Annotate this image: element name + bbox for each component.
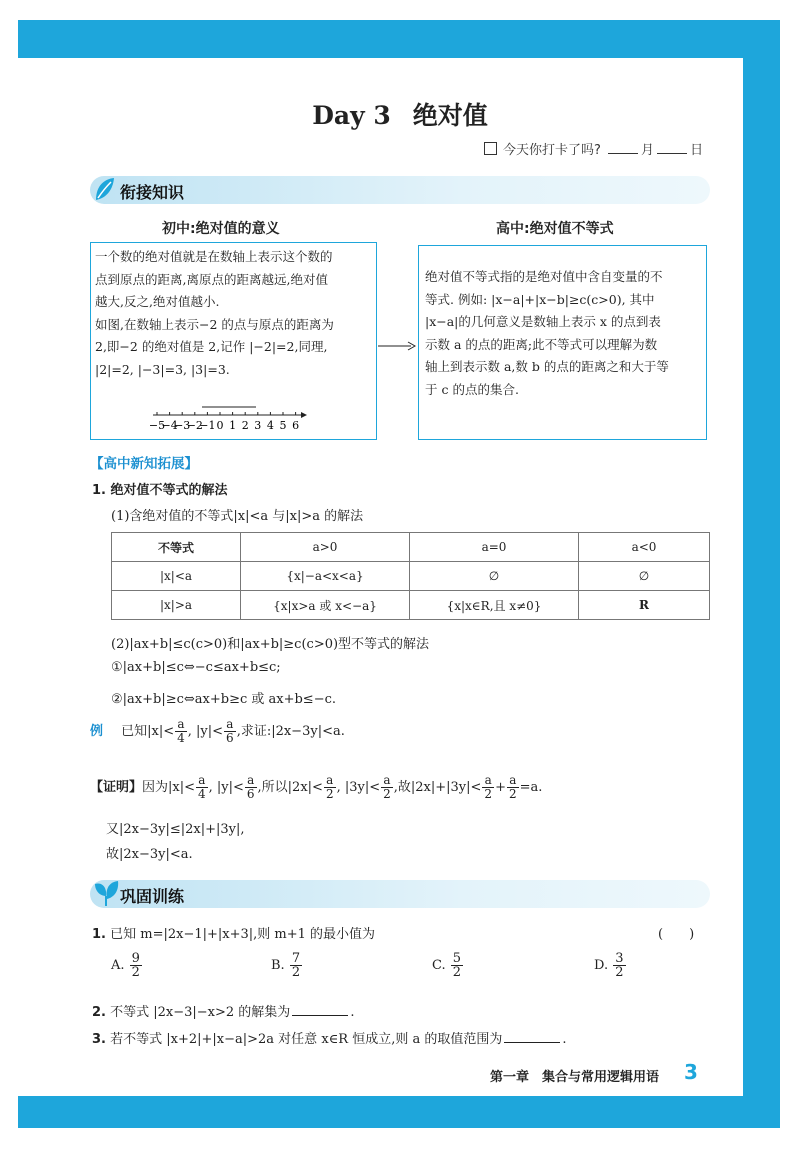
- month-blank: [608, 143, 638, 154]
- left-line: 如图,在数轴上表示−2 的点与原点的距离为: [95, 316, 334, 332]
- table-header: a>0: [241, 533, 410, 562]
- proof-line-3: 故|2x−3y|<a.: [106, 847, 193, 862]
- question-text: 不等式 |2x−3|−x>2 的解集为: [110, 1005, 291, 1020]
- page-title: [0, 96, 800, 132]
- method-heading-text: 绝对值不等式的解法: [110, 483, 228, 498]
- option-c[interactable]: [432, 952, 464, 979]
- title-topic: 绝对值: [412, 101, 488, 130]
- option-fraction: $\frac{7}{2}$: [291, 951, 301, 980]
- expansion-tag: 【高中新知拓展】: [90, 456, 198, 472]
- option-d[interactable]: [594, 952, 627, 979]
- table-cell: {x|x>a 或 x<−a}: [241, 591, 410, 620]
- table-header: a<0: [579, 533, 710, 562]
- left-knowledge-box: [90, 242, 377, 440]
- number-line-label: −4: [161, 419, 178, 432]
- checkin-text: 今天你打卡了吗?: [503, 143, 601, 158]
- question-1: [92, 923, 375, 942]
- number-line-label: −3: [174, 419, 191, 432]
- fraction-a2: $\frac{a}{2}$: [383, 773, 391, 801]
- proof-line-1: [90, 774, 542, 801]
- right-box-text: [419, 246, 706, 401]
- option-label: B.: [271, 958, 285, 973]
- number-line-label: 6: [292, 419, 300, 432]
- checkin-line: [484, 139, 703, 158]
- option-label: A.: [111, 958, 125, 973]
- number-line-label: 3: [254, 419, 262, 432]
- method-heading: [92, 479, 228, 498]
- left-subtitle: 初中:绝对值的意义: [162, 221, 280, 237]
- left-line: 一个数的绝对值就是在数轴上表示这个数的: [95, 249, 333, 264]
- proof-line-2: 又|2x−3y|≤|2x|+|3y|,: [106, 822, 245, 837]
- method-rule2: ②|ax+b|≥c⇔ax+b≥c 或 ax+b≤−c.: [111, 692, 337, 707]
- solution-table: [111, 532, 710, 620]
- side-color-band: [743, 20, 780, 1128]
- leaf-icon: [92, 176, 116, 204]
- proof-text: 因为|x|<: [142, 780, 195, 795]
- table-cell: {x|x∈R,且 x≠0}: [410, 591, 579, 620]
- example-text: 已知|x|<: [121, 724, 175, 739]
- fraction-a2: $\frac{a}{2}$: [325, 773, 334, 801]
- example-text: ,求证:|2x−3y|<a.: [236, 724, 345, 739]
- question-3: [92, 1028, 566, 1047]
- example-text: , |y|<: [187, 724, 224, 739]
- fraction-a4: $\frac{a}{4}$: [177, 717, 185, 745]
- option-fraction: $\frac{9}{2}$: [131, 951, 140, 980]
- method-sub1: (1)含绝对值的不等式|x|<a 与|x|>a 的解法: [111, 509, 364, 524]
- right-line: 示数 a 的点的距离;此不等式可以理解为数: [425, 336, 658, 352]
- option-a[interactable]: [111, 952, 143, 979]
- title-day: Day 3: [312, 101, 391, 130]
- number-line-label: −1: [199, 419, 216, 432]
- option-fraction: $\frac{3}{2}$: [615, 951, 624, 980]
- question-text: 若不等式 |x+2|+|x−a|>2a 对任意 x∈R 恒成立,则 a 的取值范围为: [110, 1032, 503, 1047]
- left-line: 越大,反之,绝对值越小.: [95, 294, 220, 309]
- right-line: 轴上到表示数 a,数 b 的点的距离之和大于等: [425, 359, 669, 374]
- right-subtitle: 高中:绝对值不等式: [496, 221, 614, 237]
- number-line-label: 4: [266, 419, 274, 432]
- page-number: 3: [684, 1060, 698, 1084]
- question-text: .: [350, 1005, 355, 1020]
- right-line: 于 c 的点的集合.: [425, 381, 519, 397]
- checkin-checkbox[interactable]: [484, 142, 497, 155]
- option-b[interactable]: [271, 952, 303, 979]
- right-line: 等式. 例如: |x−a|+|x−b|≥c(c>0), 其中: [425, 291, 655, 307]
- month-label: 月: [641, 143, 655, 158]
- table-row: [112, 562, 710, 591]
- section-title-practice: 巩固训练: [120, 887, 185, 906]
- butterfly-leaf-icon: [92, 878, 120, 908]
- table-header-row: [112, 533, 710, 562]
- right-line: |x−a|的几何意义是数轴上表示 x 的点到表: [425, 314, 661, 329]
- table-cell: R: [579, 591, 710, 620]
- proof-text: , |y|<: [208, 780, 244, 795]
- proof-text: ,所以|2x|<: [257, 780, 323, 795]
- number-line-label: 2: [241, 419, 249, 432]
- number-line-label: 0: [216, 419, 224, 432]
- bottom-color-band: [18, 1096, 780, 1128]
- table-cell: |x|>a: [112, 591, 241, 620]
- proof-text: =a.: [519, 780, 543, 795]
- number-line-label: 5: [279, 419, 287, 432]
- top-color-band: [18, 20, 780, 58]
- number-line: [148, 403, 311, 435]
- question-2: [92, 1001, 354, 1020]
- fraction-a4: $\frac{a}{4}$: [198, 773, 206, 801]
- fraction-a6: $\frac{a}{6}$: [226, 717, 234, 745]
- question-text: .: [562, 1032, 567, 1047]
- answer-blank[interactable]: [292, 1003, 348, 1016]
- proof-text: ,故|2x|+|3y|<: [393, 780, 482, 795]
- method-sub2: (2)|ax+b|≤c(c>0)和|ax+b|≥c(c>0)型不等式的解法: [111, 637, 430, 652]
- section-title-bridge: 衔接知识: [120, 183, 185, 202]
- left-line: 2,即−2 的绝对值是 2,记作 |−2|=2,同理,: [95, 339, 328, 354]
- question-number: 3.: [92, 1032, 106, 1047]
- proof-text: +: [495, 780, 506, 795]
- question-number: 2.: [92, 1005, 106, 1020]
- day-label: 日: [690, 143, 704, 158]
- right-knowledge-box: [418, 245, 707, 440]
- option-label: C.: [432, 958, 446, 973]
- proof-label: 【证明】: [90, 780, 143, 795]
- fraction-a2: $\frac{a}{2}$: [508, 773, 517, 801]
- method-rule1: ①|ax+b|≤c⇔−c≤ax+b≤c;: [111, 660, 281, 675]
- option-label: D.: [594, 958, 609, 973]
- number-line-label: 1: [229, 419, 237, 432]
- table-cell: ∅: [410, 562, 579, 591]
- fraction-a2: $\frac{a}{2}$: [484, 773, 493, 801]
- example-label: 例: [90, 724, 104, 739]
- question-text: 已知 m=|2x−1|+|x+3|,则 m+1 的最小值为: [110, 927, 376, 942]
- example-line: [90, 718, 345, 745]
- table-row: [112, 591, 710, 620]
- method-heading-num: 1.: [92, 483, 106, 498]
- proof-text: , |3y|<: [336, 780, 381, 795]
- chapter-footer: 第一章 集合与常用逻辑用语: [490, 1070, 660, 1085]
- left-line: 点到原点的距离,离原点的距离越远,绝对值: [95, 271, 328, 287]
- answer-paren: ( ): [658, 927, 695, 942]
- arrow-icon: [378, 340, 416, 352]
- fraction-a6: $\frac{a}{6}$: [246, 773, 255, 801]
- left-line: |2|=2, |−3|=3, |3|=3.: [95, 361, 230, 377]
- left-box-text: [91, 243, 376, 381]
- table-header: 不等式: [112, 533, 241, 562]
- right-line: 绝对值不等式指的是绝对值中含自变量的不: [425, 269, 663, 284]
- table-cell: |x|<a: [112, 562, 241, 591]
- number-line-label: −5: [148, 419, 166, 432]
- answer-blank[interactable]: [504, 1030, 560, 1043]
- day-blank: [657, 143, 687, 154]
- number-line-label: −2: [186, 419, 203, 432]
- option-fraction: $\frac{5}{2}$: [452, 951, 462, 980]
- table-cell: {x|−a<x<a}: [241, 562, 410, 591]
- table-header: a=0: [410, 533, 579, 562]
- table-cell: ∅: [579, 562, 710, 591]
- question-number: 1.: [92, 927, 106, 942]
